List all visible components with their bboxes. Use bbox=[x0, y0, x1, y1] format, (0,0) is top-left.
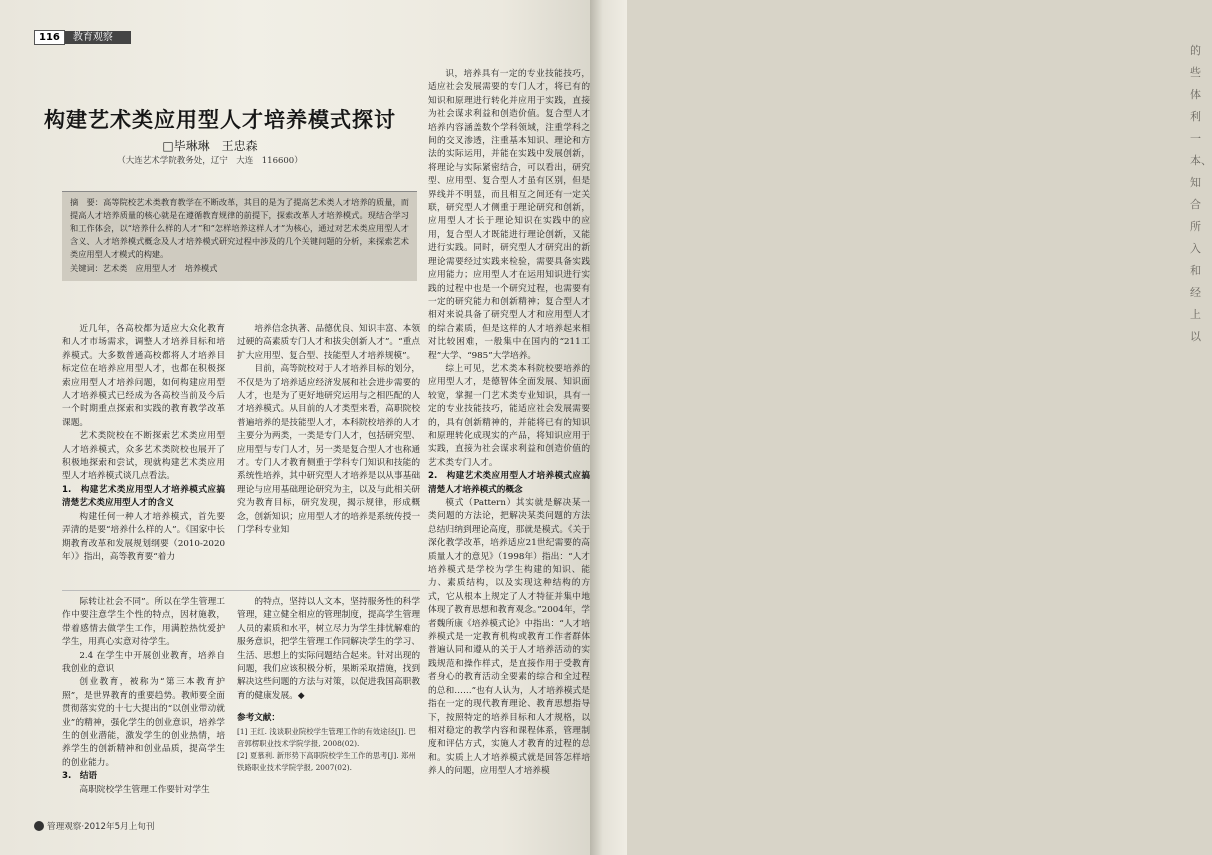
column-3 bbox=[428, 68, 590, 779]
authors: □毕琳琳 王忠森 bbox=[162, 139, 258, 153]
paragraph: 培养信念执著、品德优良、知识丰富、本领过硬的高素质专门人才和拔尖创新人才”。“重点扩大应用型、复合型、技能型人才培养规模”。 bbox=[237, 324, 420, 361]
reference-item: [2] 夏慕利. 新形势下高职院校学生工作的思考[J]. 郑州铁路职业技术学院学报, 2007(02). bbox=[237, 751, 416, 772]
paragraph: 目前，高等院校对于人才培养目标的划分，不仅是为了培养适应经济发展和社会进步需要的人才，也是为了更好地研究运用与之相匹配的人才培养模式。从目前的人才类型来看，高职院校普遍培养的是技能型人才，本科院校培养的人才主要分为两类，一类是专门人才，包括研究型、应用型与专门人才，另一类是复合型人才也称通才。专门人才教育侧重于学科专门知识和技能的系统性培养，其中研究型人才培养是以从事基础理论与应用基础理论研究为主，以及与此相关研究为教育目标，研究发现，揭示规律，形成概念，创新知识；应用型人才的培养是系统传授一门学科专业知 bbox=[237, 364, 420, 536]
page-gutter bbox=[590, 0, 1212, 855]
abstract-box bbox=[62, 191, 417, 281]
column-2-top bbox=[237, 323, 420, 538]
section-heading: 2. 构建艺术类应用型人才培养模式应搞清楚人才培养模式的概念 bbox=[428, 471, 590, 495]
paragraph: 的特点，坚持以人文本，坚持服务性的科学管理，建立健全相应的管理制度，提高学生管理人员的素质和水平，树立尽力为学生排忧解难的服务意识，把学生管理工作同解决学生的学习、生活、思想上的实际问题结合起来。针对出现的问题，我们应该积极分析，果断采取措施，找到解决这些问题的方法与对策，以促进我国高职教育的健康发展。◆ bbox=[237, 597, 420, 701]
reference-item: [1] 王红. 浅谈职业院校学生管理工作的有效途径[J]. 巴音郭楞职业技术学院学报, 2008(02). bbox=[237, 727, 416, 748]
journal-section: 教育观察 bbox=[65, 31, 131, 44]
affiliation: （大连艺术学院教务处，辽宁 大连 116600） bbox=[117, 156, 303, 166]
column-2-bottom bbox=[237, 596, 420, 703]
page-header bbox=[34, 30, 131, 44]
paragraph: 综上可见，艺术类本科院校要培养的应用型人才，是德智体全面发展、知识面较宽，掌握一门艺术类专业知识，具有一定的专业技能技巧，能适应社会发展需要的，具有创新精神的，并能将已有的知识和原理转化成现实的产品，将知识应用于实践，直接为社会谋求利益和创造价值的艺术类专门人才。 bbox=[428, 363, 590, 468]
paragraph: 2.4 在学生中开展创业教育，培养自我创业的意识 bbox=[62, 650, 225, 675]
column-1-top bbox=[62, 323, 225, 564]
paragraph: 识，培养具有一定的专业技能技巧，适应社会发展需要的专门人才，将已有的知识和原理进行转化并应用于实践，直接为社会谋求利益和创造价值。复合型人才培养内容涵盖数个学科领域，注重学科之间的交叉渗透，注重基本知识、理论和方法的实际运用，并能在实践中发展创新，将理论与实际紧密结合，可以看出，研究型、应用型、复合型人才虽有区别，但是界线并不明显，而且相互之间还有一定关联，研究型人才侧重于理论研究和创新，应用型人才长于理论知识在实践中的应用，复合型人才既能进行理论创新，又能进行实践。同时，研究型人才研究出的新理论需要经过实践来检验，需要具备实践应用能力；应用型人才在运用知识进行实践的过程中也是一个研究过程，也需要有一定的研究能力和创新精神；复合型人才相对来说具备了研究型人才和应用型人才的综合素质，但是这样的人才培养起来相对比较困难，一般集中在国内的“211工程”大学、“985”大学培养。 bbox=[428, 69, 590, 361]
footer-text: 管理观察·2012年5月上旬刊 bbox=[47, 822, 155, 832]
references-title: 参考文献： bbox=[237, 713, 280, 723]
page-number: 116 bbox=[34, 30, 65, 45]
paragraph: 构建任何一种人才培养模式，首先要弄清的是要“培养什么样的人”。《国家中长期教育改革和发展规划纲要（2010-2020年）》指出，高等教育要“着力 bbox=[62, 511, 225, 562]
abstract: 摘 要：高等院校艺术类教育教学在不断改革，其目的是为了提高艺术类人才培养的质量，而提高人才培养质量的核心就是在遵循教育规律的前提下，探索改革人才培养模式。现结合学习和工作体会，以“培养什么样的人才”和“怎样培养这样人才”为核心，通过对艺术类应用型人才含义、人才培养模式概念及人才培养模式研究过程中涉及的几个关键问题的分析，来探索艺术类应用型人才模式的构建。 bbox=[70, 197, 409, 259]
paragraph: 际转让社会不同”。所以在学生管理工作中要注意学生个性的特点，因材施教，带着感情去做学生工作，用满腔热忱爱护学生，用真心实意对待学生。 bbox=[62, 597, 225, 648]
journal-logo-icon bbox=[34, 821, 44, 831]
paragraph: 高职院校学生管理工作要针对学生 bbox=[79, 784, 210, 795]
column-1-bottom bbox=[62, 596, 225, 797]
article-title: 构建艺术类应用型人才培养模式探讨 bbox=[44, 108, 396, 132]
paragraph: 艺术类院校在不断探索艺术类应用型人才培养模式，众多艺术类院校也展开了积极地探索和尝试，现就构建艺术类应用型人才培养模式谈几点看法。 bbox=[62, 431, 225, 482]
adjacent-page-text: 的些体利一本、知合所入和经上以 bbox=[1190, 44, 1212, 343]
page-footer bbox=[34, 820, 154, 832]
paragraph: 创业教育，被称为“第三本教育护照”，是世界教育的重要趋势。教师要全面贯彻落实党的十七大提出的“以创业带动就业”的精神，强化学生的创业意识，培养学生的创业潜能，激发学生的创业热情，培养学生的创新精神和创业品质，提高学生的创业能力。 bbox=[62, 677, 225, 768]
section-divider bbox=[62, 590, 420, 591]
paragraph: 模式（Pattern）其实就是解决某一类问题的方法论，把解决某类问题的方法总结归纳到理论高度，那就是模式。《关于深化教学改革，培养适应21世纪需要的高质量人才的意见》（1998年）指出：“人才培养模式是学校为学生构建的知识、能力、素质结构，以及实现这种结构的方式，它从根本上规定了人才特征并集中地体现了教育思想和教育观念。”2004年，学者魏所康《培养模式论》中指出：“人才培养模式是一定教育机构或教育工作者群体普遍认同和遵从的关于人才培养活动的实践规范和操作样式，是直接作用于受教育者身心的教育活动全要素的综合和全过程的总和……”也有人认为，人才培养模式是指在一定的现代教育理论、教育思想指导下，按照特定的培养目标和人才规格，以相对稳定的教学内容和课程体系，管理制度和评估方式，实施人才教育的过程的总和。实质上人才培养模式就是回答怎样培养人的问题，应用型人才培养模 bbox=[428, 498, 590, 777]
paragraph: 近几年，各高校都为适应大众化教育和人才市场需求，调整人才培养目标和培养模式。大多数普通高校都将人才培养目标定位在培养应用型人才，也都在积极探索应用型人才培养问题，如何构建应用型人才培养模式已经成为各高校当前及今后一个时期重点探索和实践的教育教学改革课题。 bbox=[62, 324, 225, 428]
section-heading: 3. 结语 bbox=[62, 771, 98, 782]
section-heading: 1. 构建艺术类应用型人才培养模式应搞清楚艺术类应用型人才的含义 bbox=[62, 484, 225, 509]
keywords: 关键词：艺术类 应用型人才 培养模式 bbox=[70, 263, 218, 273]
references bbox=[237, 712, 420, 774]
